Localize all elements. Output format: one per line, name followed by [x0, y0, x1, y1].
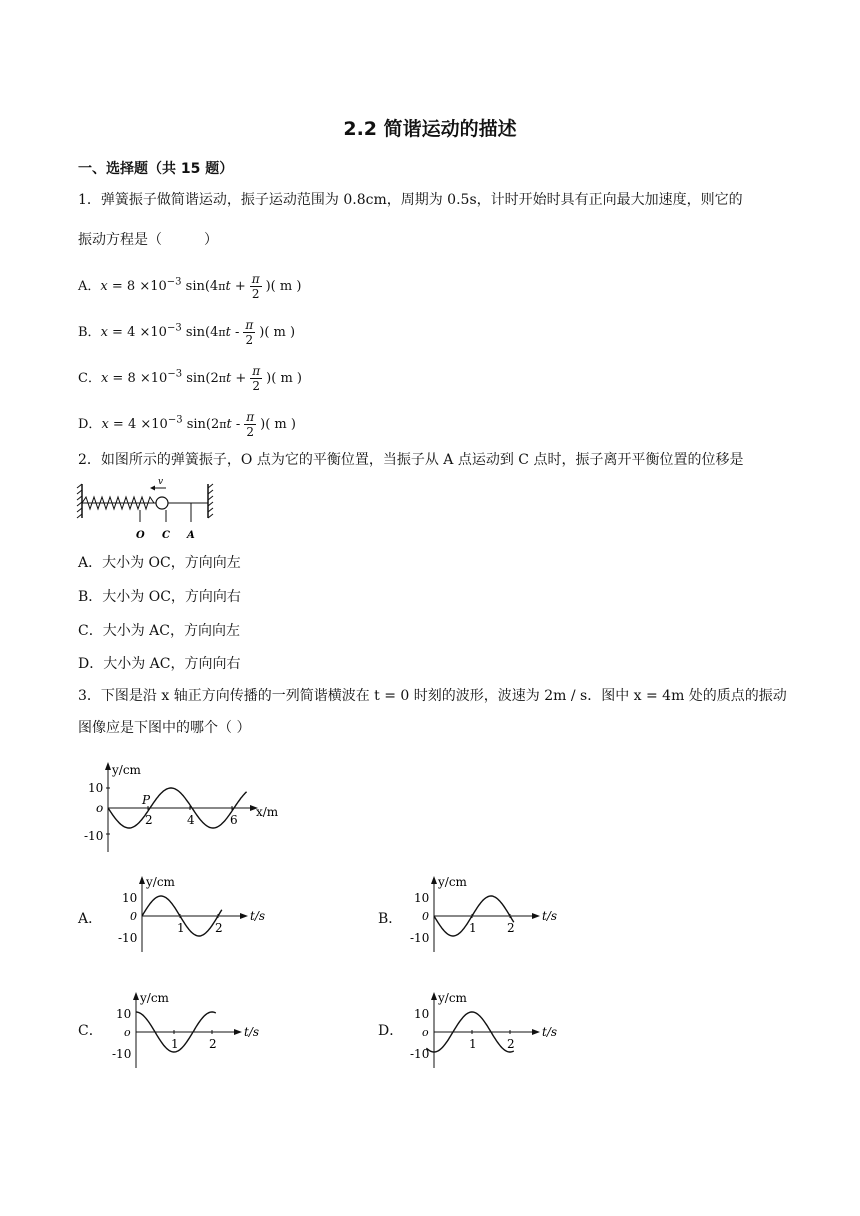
graph-origin: o [124, 1026, 131, 1039]
sin-text: sin( [181, 325, 211, 340]
main-origin: o [96, 801, 104, 815]
coefficient: 8 [127, 371, 136, 386]
graph-origin: o [422, 1026, 429, 1039]
unit: )( m ) [266, 371, 302, 386]
q2-option-b: B．大小为 OC，方向向右 [78, 589, 241, 605]
q1-stem-line1: 1．弹簧振子做简谐运动，振子运动范围为 0.8cm，周期为 0.5s，计时开始时具有正向最大加速度，则它的 [78, 192, 743, 208]
frac-num: π [245, 318, 254, 332]
option-label: B． [78, 325, 101, 340]
graph-ylabel: y/cm [438, 875, 467, 889]
pi-symbol: π [218, 326, 226, 339]
sin-text: sin( [182, 417, 211, 432]
graph-tick-1: 1 [171, 1037, 179, 1051]
q1-option-b: B．$x = 4 \times 10^{-3}$ sin(4πt - $\frac{\pi}{2}$ )( m ) [78, 318, 296, 347]
omega: 2 [210, 371, 219, 386]
coefficient: 4 [127, 325, 136, 340]
main-tick-2: 2 [145, 813, 153, 827]
vibration-graph-d [410, 988, 560, 1072]
pi-over-2 [250, 364, 262, 393]
page-title: 2.2 简谐运动的描述 [343, 118, 517, 140]
sign: + [235, 371, 247, 386]
exponent: −3 [167, 368, 183, 380]
graph-ylabel: y/cm [140, 991, 169, 1005]
q3-option-label-a: A． [78, 911, 103, 927]
coefficient: 4 [127, 417, 137, 432]
section-heading: 一、选择题（共 15 题） [78, 161, 234, 177]
q1-option-c: C．$x = 8 \times 10^{-3}$ sin(2πt + $\frac{\pi}{2}$ )( m ) [78, 364, 302, 393]
frac-den: 2 [252, 379, 261, 393]
graph-ylabel: y/cm [438, 991, 467, 1005]
omega: 4 [209, 279, 219, 294]
q1-option-a: A．$x = 8 \times 10^{-3}$ sin(4πt + $\frac{\pi}{2}$ )( m ) [78, 272, 302, 301]
graph-ylabel: y/cm [146, 875, 175, 889]
var-t: t [225, 325, 231, 340]
pi-over-2 [250, 272, 262, 301]
main-tick-4: 4 [187, 813, 195, 827]
sign: - [234, 325, 240, 340]
graph-tick-2: 2 [507, 1037, 515, 1051]
pi-symbol: π [218, 280, 226, 293]
point-O-label: O [136, 530, 145, 541]
exponent: −3 [167, 414, 183, 426]
omega: 2 [210, 417, 220, 432]
unit: )( m ) [260, 417, 296, 432]
graph-yneg: -10 [410, 931, 430, 945]
unit: )( m ) [259, 325, 296, 340]
main-ylabel: y/cm [112, 763, 141, 777]
graph-xlabel: t/s [542, 909, 558, 923]
graph-ypos: 10 [414, 1007, 430, 1021]
graph-tick-1: 1 [469, 1037, 477, 1051]
wave-graph [80, 760, 290, 856]
vibration-graph-a [118, 872, 268, 956]
q3-stem-line2: 图像应是下图中的哪个（ ） [78, 720, 251, 736]
graph-xlabel: t/s [250, 909, 266, 923]
q3-option-label-b: B． [378, 911, 403, 927]
q1-option-d: D．$x = 4 \times 10^{-3}$ sin(2πt - $\frac{\pi}{2}$ )( m ) [78, 410, 296, 439]
graph-ypos: 10 [116, 1007, 132, 1021]
sin-text: sin( [181, 279, 210, 294]
pi-over-2 [243, 318, 255, 347]
times-ten: ×10 [139, 279, 167, 294]
frac-den: 2 [246, 425, 255, 439]
var-t: t [226, 371, 232, 386]
coefficient: 8 [126, 279, 136, 294]
graph-tick-1: 1 [469, 921, 477, 935]
main-ypos: 10 [88, 781, 104, 795]
graph-ypos: 10 [414, 891, 430, 905]
pi-over-2 [244, 410, 256, 439]
graph-ypos: 10 [122, 891, 138, 905]
exponent: −3 [166, 276, 182, 288]
q3-option-label-c: C． [78, 1023, 103, 1039]
spring-oscillator-figure [76, 476, 222, 542]
q3-stem-line1: 3．下图是沿 x 轴正方向传播的一列简谐横波在 t = 0 时刻的波形，波速为 2m / s．图中 x = 4m 处的质点的振动 [78, 688, 787, 704]
frac-num: π [246, 410, 255, 424]
times-ten: ×10 [139, 371, 168, 386]
graph-xlabel: t/s [542, 1025, 558, 1039]
unit: )( m ) [265, 279, 302, 294]
q2-option-d: D．大小为 AC，方向向右 [78, 656, 241, 672]
graph-origin: 0 [422, 910, 429, 923]
frac-num: π [251, 272, 260, 286]
sign: + [234, 279, 246, 294]
frac-den: 2 [251, 287, 260, 301]
velocity-label: v [158, 477, 164, 487]
graph-yneg: -10 [112, 1047, 132, 1061]
graph-origin: 0 [130, 910, 137, 923]
vibration-graph-b [410, 872, 560, 956]
var-x: x [100, 279, 108, 294]
graph-tick-1: 1 [177, 921, 185, 935]
var-t: t [225, 279, 231, 294]
graph-tick-2: 2 [507, 921, 515, 935]
q2-stem: 2．如图所示的弹簧振子，O 点为它的平衡位置，当振子从 A 点运动到 C 点时，振子离开平衡位置的位移是 [78, 452, 744, 468]
omega: 4 [210, 325, 219, 340]
option-label: D． [78, 417, 102, 432]
var-x: x [101, 417, 109, 432]
q2-option-c: C．大小为 AC，方向向左 [78, 623, 240, 639]
graph-yneg: -10 [118, 931, 138, 945]
sign: - [235, 417, 241, 432]
times-ten: ×10 [139, 325, 167, 340]
graph-xlabel: t/s [244, 1025, 260, 1039]
main-tick-6: 6 [230, 813, 238, 827]
point-P-label: P [142, 793, 151, 807]
var-x: x [100, 325, 108, 340]
point-A-label: A [187, 530, 195, 541]
main-xlabel: x/m [256, 805, 279, 819]
option-label: A． [78, 279, 101, 294]
graph-tick-2: 2 [209, 1037, 217, 1051]
q3-option-label-d: D． [378, 1023, 404, 1039]
q1-stem-line2: 振动方程是（ ） [78, 232, 218, 248]
graph-tick-2: 2 [215, 921, 223, 935]
sin-text: sin( [182, 371, 211, 386]
pi-symbol: π [219, 418, 227, 431]
frac-den: 2 [245, 333, 254, 347]
vibration-graph-c [112, 988, 262, 1072]
exponent: −3 [166, 322, 182, 334]
option-label: C． [78, 371, 101, 386]
graph-yneg: -10 [410, 1047, 430, 1061]
main-yneg: -10 [84, 829, 104, 843]
frac-num: π [252, 364, 261, 378]
pi-symbol: π [218, 372, 226, 385]
point-C-label: C [162, 530, 170, 541]
var-t: t [226, 417, 232, 432]
times-ten: ×10 [140, 417, 168, 432]
q2-option-a: A．大小为 OC，方向向左 [78, 555, 241, 571]
var-x: x [100, 371, 109, 386]
